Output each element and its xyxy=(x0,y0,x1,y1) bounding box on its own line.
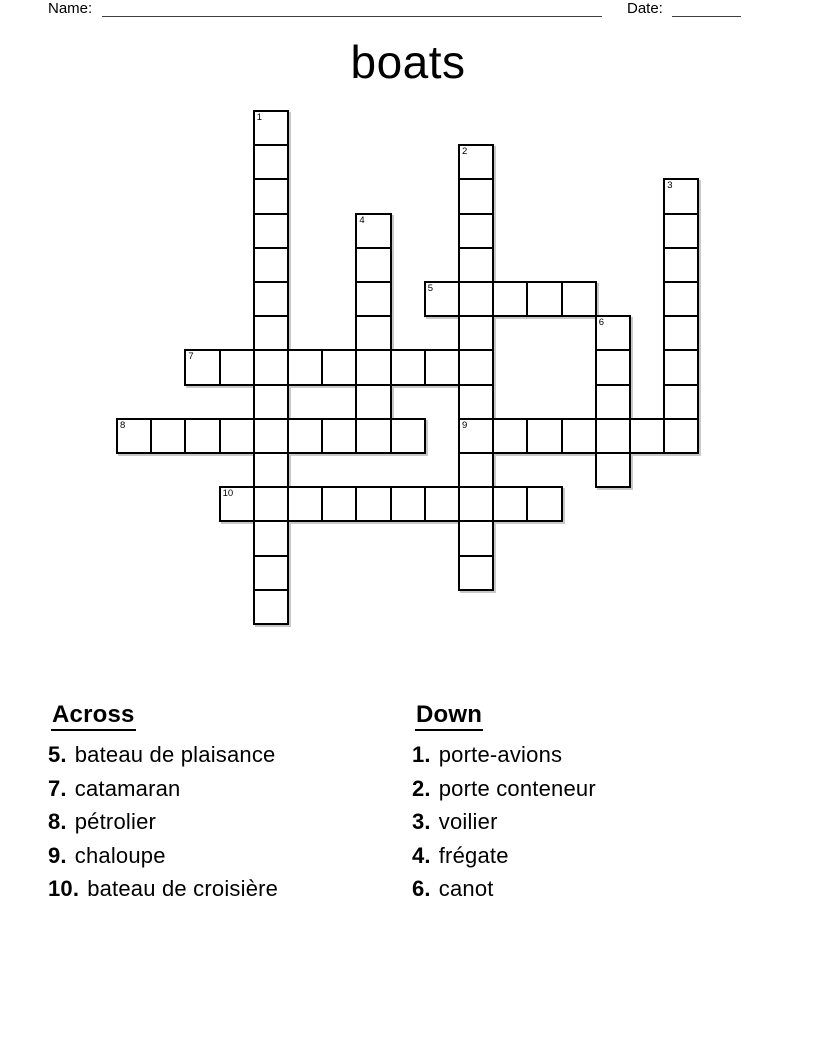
grid-cell[interactable] xyxy=(595,384,631,420)
clue-text: bateau de plaisance xyxy=(74,742,276,767)
grid-cell[interactable] xyxy=(219,418,255,454)
grid-cell[interactable] xyxy=(663,247,699,283)
grid-cell[interactable] xyxy=(424,486,460,522)
cell-clue-number: 7 xyxy=(188,351,194,363)
cell-clue-number: 8 xyxy=(120,419,126,431)
cell-clue-number: 4 xyxy=(359,214,365,226)
clue-item xyxy=(412,805,742,839)
grid-cell[interactable] xyxy=(253,520,289,556)
grid-cell[interactable] xyxy=(663,349,699,385)
grid-cell[interactable] xyxy=(663,315,699,351)
grid-cell[interactable] xyxy=(663,418,699,454)
clue-text: bateau de croisière xyxy=(87,876,279,901)
grid-cell[interactable] xyxy=(458,178,494,214)
grid-cell[interactable] xyxy=(253,349,289,385)
clue-number: 6. xyxy=(412,876,431,901)
grid-cell[interactable] xyxy=(424,281,460,317)
clue-text: pétrolier xyxy=(74,809,157,834)
clue-item xyxy=(48,738,388,772)
grid-cell[interactable] xyxy=(390,486,426,522)
across-clue-list xyxy=(48,738,388,906)
clue-text: frégate xyxy=(438,842,509,868)
grid-cell[interactable] xyxy=(595,315,631,351)
grid-cell[interactable] xyxy=(595,418,631,454)
grid-cell[interactable] xyxy=(458,555,494,591)
grid-cell[interactable] xyxy=(253,110,289,146)
grid-cell[interactable] xyxy=(526,281,562,317)
grid-cell[interactable] xyxy=(287,486,323,522)
grid-cell[interactable] xyxy=(253,384,289,420)
cell-clue-number: 10 xyxy=(222,488,234,500)
grid-cell[interactable] xyxy=(458,315,494,351)
grid-cell[interactable] xyxy=(253,486,289,522)
grid-cell[interactable] xyxy=(184,349,220,385)
grid-cell[interactable] xyxy=(253,247,289,283)
down-heading: Down xyxy=(415,701,483,731)
grid-cell[interactable] xyxy=(355,349,391,385)
clue-number: 3. xyxy=(412,809,431,834)
grid-cell[interactable] xyxy=(458,281,494,317)
cell-clue-number: 6 xyxy=(598,317,605,329)
grid-cell[interactable] xyxy=(321,418,357,454)
clue-number: 10. xyxy=(48,876,80,901)
cell-clue-number: 9 xyxy=(462,419,468,431)
grid-cell[interactable] xyxy=(355,247,391,283)
clue-item xyxy=(412,772,742,806)
grid-cell[interactable] xyxy=(458,247,494,283)
across-clues-section xyxy=(48,701,388,906)
grid-cell[interactable] xyxy=(253,418,289,454)
clue-item xyxy=(48,839,388,873)
across-heading: Across xyxy=(51,701,136,731)
grid-cell[interactable] xyxy=(253,555,289,591)
clue-item xyxy=(48,872,388,906)
grid-cell[interactable] xyxy=(390,349,426,385)
grid-cell[interactable] xyxy=(458,213,494,249)
clue-number: 5. xyxy=(48,742,67,767)
cell-clue-number: 2 xyxy=(462,146,468,158)
clue-text: catamaran xyxy=(74,775,181,801)
clue-number: 7. xyxy=(48,775,67,801)
clue-text: porte conteneur xyxy=(438,775,596,801)
grid-cell[interactable] xyxy=(458,418,494,454)
cell-clue-number: 5 xyxy=(427,283,434,294)
grid-cell[interactable] xyxy=(321,349,357,385)
grid-cell[interactable] xyxy=(253,315,289,351)
grid-cell[interactable] xyxy=(355,315,391,351)
grid-cell[interactable] xyxy=(663,178,699,214)
grid-cell[interactable] xyxy=(355,281,391,317)
grid-cell[interactable] xyxy=(663,213,699,249)
cell-clue-number: 1 xyxy=(256,112,263,123)
grid-cell[interactable] xyxy=(390,418,426,454)
down-clues-section xyxy=(412,701,742,906)
grid-cell[interactable] xyxy=(424,349,460,385)
grid-cell[interactable] xyxy=(458,520,494,556)
grid-cell[interactable] xyxy=(458,144,494,180)
clue-item xyxy=(48,805,388,839)
grid-cell[interactable] xyxy=(458,486,494,522)
grid-cell[interactable] xyxy=(184,418,220,454)
grid-cell[interactable] xyxy=(253,144,289,180)
grid-cell[interactable] xyxy=(663,281,699,317)
clue-number: 2. xyxy=(412,775,431,801)
grid-cell[interactable] xyxy=(355,384,391,420)
clue-number: 4. xyxy=(412,842,431,868)
clue-text: voilier xyxy=(438,809,498,834)
grid-cell[interactable] xyxy=(321,486,357,522)
grid-cell[interactable] xyxy=(253,281,289,317)
grid-cell[interactable] xyxy=(219,486,255,522)
grid-cell[interactable] xyxy=(355,486,391,522)
clue-item xyxy=(412,872,742,906)
grid-cell[interactable] xyxy=(629,418,665,454)
clue-number: 9. xyxy=(48,842,67,868)
grid-cell[interactable] xyxy=(355,213,391,249)
grid-cell[interactable] xyxy=(458,452,494,488)
grid-cell[interactable] xyxy=(219,349,255,385)
clue-item xyxy=(412,839,742,873)
clue-number: 8. xyxy=(48,809,67,834)
grid-cell[interactable] xyxy=(253,178,289,214)
grid-cell[interactable] xyxy=(663,384,699,420)
cell-clue-number: 3 xyxy=(667,180,673,192)
grid-cell[interactable] xyxy=(253,452,289,488)
grid-cell[interactable] xyxy=(458,384,494,420)
puzzle-title: boats xyxy=(350,36,466,88)
grid-cell[interactable] xyxy=(526,486,562,522)
grid-cell[interactable] xyxy=(595,349,631,385)
clue-text: chaloupe xyxy=(74,842,166,868)
clue-item xyxy=(412,738,742,772)
down-clue-list xyxy=(412,738,742,906)
clue-text: canot xyxy=(438,876,494,901)
grid-cell[interactable] xyxy=(561,418,597,454)
grid-cell[interactable] xyxy=(150,418,186,454)
grid-cell[interactable] xyxy=(355,418,391,454)
grid-cell[interactable] xyxy=(526,418,562,454)
grid-cell[interactable] xyxy=(253,213,289,249)
grid-cell[interactable] xyxy=(253,589,289,625)
grid-cell[interactable] xyxy=(287,349,323,385)
grid-cell[interactable] xyxy=(492,281,528,317)
grid-cell[interactable] xyxy=(492,418,528,454)
clue-item xyxy=(48,772,388,806)
grid-cell[interactable] xyxy=(287,418,323,454)
clue-number: 1. xyxy=(412,742,431,767)
clue-text: porte-avions xyxy=(438,742,563,767)
date-label: Date: xyxy=(627,0,663,17)
name-label: Name: xyxy=(48,0,93,17)
grid-cell[interactable] xyxy=(116,418,152,454)
grid-cell[interactable] xyxy=(492,486,528,522)
grid-cell[interactable] xyxy=(595,452,631,488)
grid-cell[interactable] xyxy=(458,349,494,385)
grid-cell[interactable] xyxy=(561,281,597,317)
